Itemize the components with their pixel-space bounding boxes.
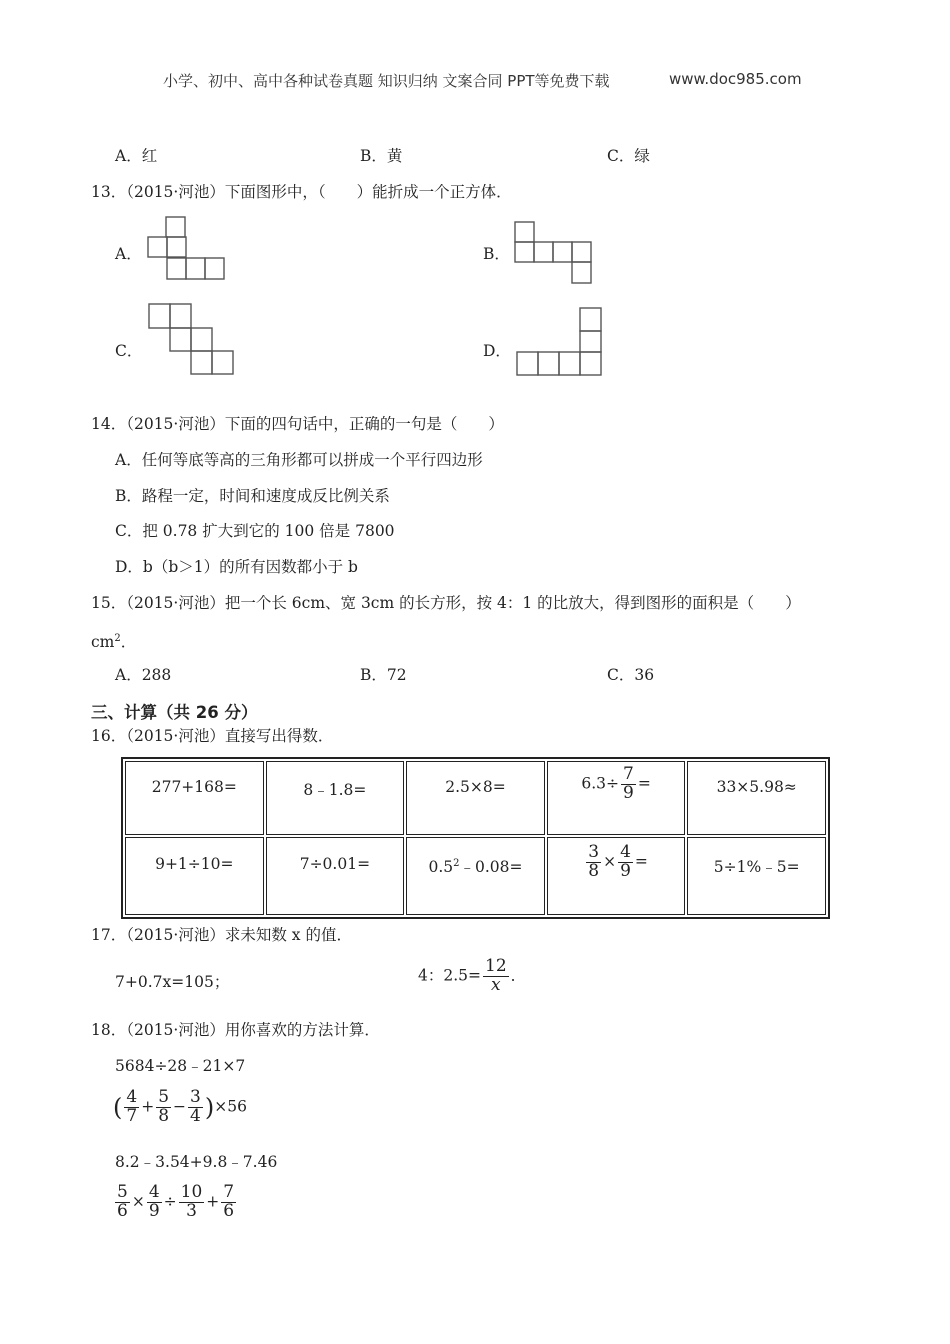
calc-cell: 2.5×8= [406, 761, 545, 835]
calc-cell: 9+1÷10= [125, 837, 264, 915]
q17-equation-2: 4：2.5= $\frac{12}{x}$ ． [418, 956, 527, 995]
q18-expression-4: $\frac{5}{6}$ × $\frac{4}{9}$ ÷ $\frac{10}{3}$ + $\frac{7}{6}$ [117, 1182, 235, 1221]
cube-net-a [147, 216, 227, 286]
cube-net-d [515, 307, 607, 383]
q15-stem: 15．（2015·河池）把一个长 6cm、宽 3cm 的长方形，按 4：1 的比放大，得到图形的面积是（ ） [91, 594, 801, 612]
cube-net-b [513, 221, 593, 291]
q16-calc-table [121, 757, 830, 919]
q16-stem: 16．（2015·河池）直接写出得数． [91, 727, 334, 745]
q18-stem: 18．（2015·河池）用你喜欢的方法计算． [91, 1021, 380, 1039]
q18-expression-2: ( $\frac{4}{7}$ + $\frac{5}{8}$ − $\frac{3}{4}$ )×56 [113, 1087, 247, 1126]
calc-cell: 7÷0.01= [266, 837, 405, 915]
header-site-link[interactable]: www.doc985.com [669, 70, 802, 88]
q13-label-a: A． [115, 245, 142, 263]
q13-label-b: B． [483, 245, 510, 263]
q14-option-d: D．b（b＞1）的所有因数都小于 b [115, 558, 358, 576]
q18-expression-3: 8.2﹣3.54+9.8﹣7.46 [115, 1153, 278, 1171]
q17-stem: 17．（2015·河池）求未知数 x 的值． [91, 926, 352, 944]
q12-option-c: C．绿 [607, 147, 650, 165]
calc-cell-fraction: $\frac{3}{8}$ × $\frac{4}{9}$ = [547, 837, 686, 915]
calc-cell-fraction: 6.3÷ $\frac{7}{9}$ = [547, 761, 686, 835]
q15-option-b: B．72 [360, 666, 407, 684]
q13-stem: 13．（2015·河池）下面图形中，（ ）能折成一个正方体． [91, 183, 512, 201]
q15-option-c: C．36 [607, 666, 655, 684]
q14-option-b: B．路程一定，时间和速度成反比例关系 [115, 487, 390, 505]
q18-expression-1: 5684÷28﹣21×7 [115, 1057, 246, 1075]
q13-label-c: C． [115, 342, 143, 360]
header-title: 小学、初中、高中各种试卷真题 知识归纳 文案合同 PPT等免费下载 [163, 72, 610, 90]
q14-option-a: A．任何等底等高的三角形都可以拼成一个平行四边形 [115, 451, 483, 469]
calc-cell: 5÷1%﹣5= [687, 837, 826, 915]
q12-option-b: B．黄 [360, 147, 403, 165]
calc-cell: 33×5.98≈ [687, 761, 826, 835]
section-3-title: 三、计算（共 26 分） [91, 703, 258, 722]
q12-option-a: A．红 [115, 147, 158, 165]
q13-label-d: D． [483, 342, 511, 360]
q14-option-c: C．把 0.78 扩大到它的 100 倍是 7800 [115, 522, 395, 540]
cube-net-c [147, 303, 237, 381]
q15-unit: $cm^2$． [91, 633, 137, 652]
q14-stem: 14．（2015·河池）下面的四句话中，正确的一句是（ ） [91, 415, 504, 433]
calc-cell-power: $0.5^2﹣0.08=$ [406, 837, 545, 915]
q15-option-a: A．288 [115, 666, 172, 684]
calc-cell: 8﹣1.8= [266, 761, 405, 835]
calc-cell: 277+168= [125, 761, 264, 835]
q17-equation-1: 7+0.7x=105； [115, 973, 230, 991]
